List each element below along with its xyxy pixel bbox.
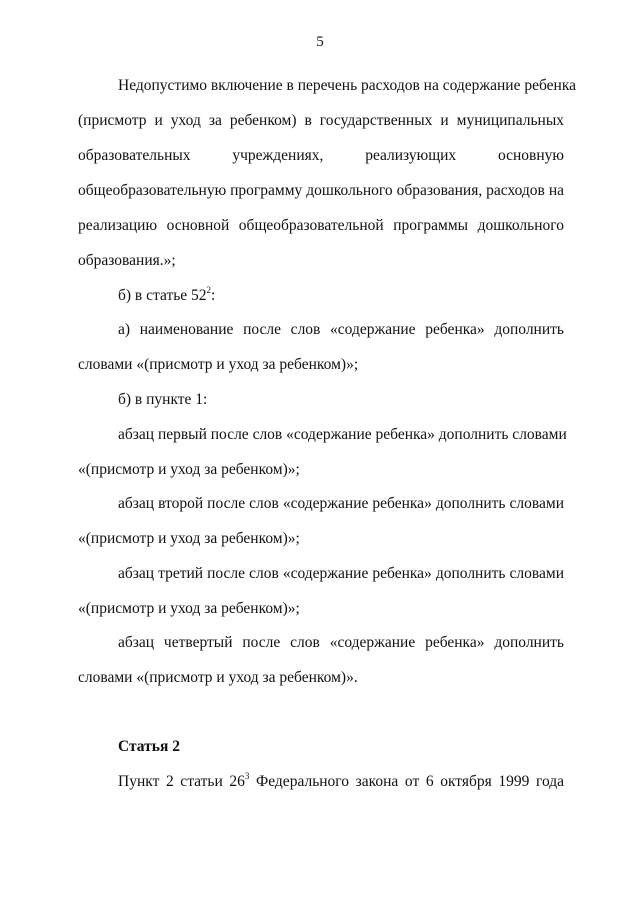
paragraph-3-line-1: а) наименование после слов «содержание ребенка» дополнить [118, 321, 564, 338]
paragraph-1-line-1: Недопустимо включение в перечень расходов на содержание ребенка [118, 77, 576, 94]
paragraph-1-line-5: реализацию основной общеобразовательной программы дошкольного [78, 217, 564, 234]
paragraph-1-line-4: общеобразовательную программу дошкольного образования, расходов на [78, 182, 564, 199]
paragraph-6-line-2: «(присмотр и уход за ребенком)»; [78, 530, 300, 547]
article-2-line-1-prefix: Пункт 2 статьи 26 [118, 773, 245, 790]
article-2-line-1 [118, 772, 564, 792]
paragraph-1-line-2: (присмотр и уход за ребенком) в государственных и муниципальных [78, 112, 564, 129]
paragraph-2-superscript: 2 [206, 284, 212, 295]
paragraph-5-line-1: абзац первый после слов «содержание ребенка» дополнить словами [118, 426, 567, 443]
paragraph-4: б) в пункте 1: [118, 391, 208, 408]
article-2-line-1-superscript: 3 [244, 770, 250, 781]
paragraph-7-line-1: абзац третий после слов «содержание ребенка» дополнить словами [118, 565, 564, 582]
paragraph-6-line-1: абзац второй после слов «содержание ребенка» дополнить словами [118, 495, 564, 512]
paragraph-8-line-1: абзац четвертый после слов «содержание ребенка» дополнить [118, 634, 564, 651]
paragraph-7-line-2: «(присмотр и уход за ребенком)»; [78, 600, 300, 617]
paragraph-2 [118, 286, 215, 306]
paragraph-2-text: б) в статье 52 [118, 287, 207, 304]
paragraph-1-line-3: образовательных учреждениях, реализующих основную [78, 147, 564, 164]
paragraph-8-line-2: словами «(присмотр и уход за ребенком)». [78, 669, 358, 686]
paragraph-1-line-6: образования.»; [78, 252, 176, 269]
paragraph-5-line-2: «(присмотр и уход за ребенком)»; [78, 461, 300, 478]
paragraph-2-suffix: : [211, 287, 216, 304]
article-2-heading: Статья 2 [118, 738, 180, 755]
article-2-line-1-suffix: Федерального закона от 6 октября 1999 года [249, 773, 565, 790]
paragraph-3-line-2: словами «(присмотр и уход за ребенком)»; [78, 356, 359, 373]
page-number: 5 [316, 34, 324, 50]
